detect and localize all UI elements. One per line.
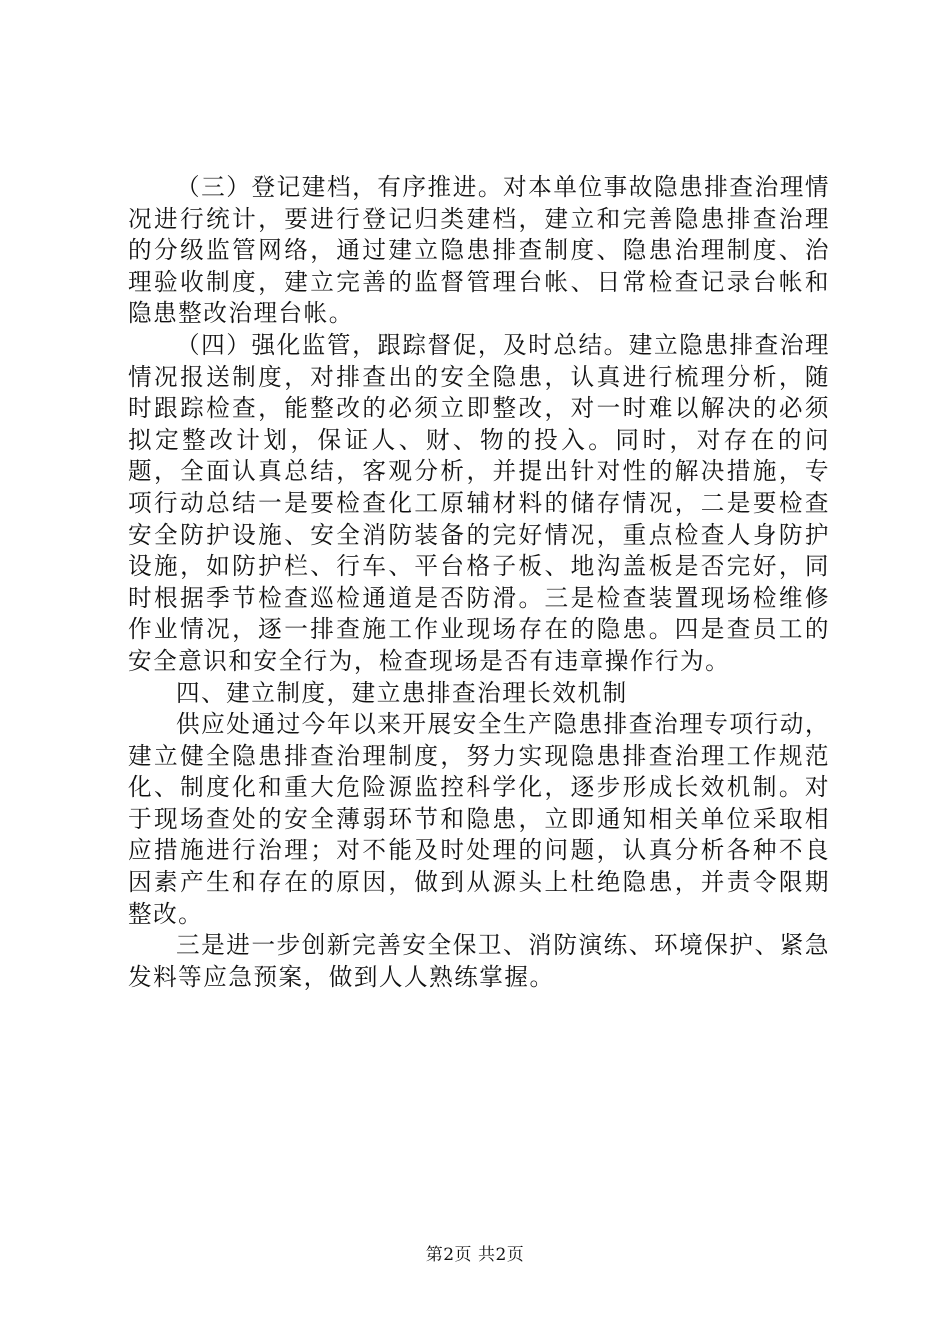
page-number-footer: 第2页 共2页 (425, 1245, 525, 1265)
section-heading-system: 四、建立制度，建立患排查治理长效机制 (176, 678, 628, 707)
paragraph-supply-office: 供应处通过今年以来开展安全生产隐患排查治理专项行动，建立健全隐患排查治理制度，努力实现隐患排查治理工作规范化、制度化和重大危险源监控科学化，逐步形成长效机制。对于现场查处的安全薄弱环节和隐患，立即通知相关单位采取相应措施进行治理；对不能及时处理的问题，认真分析各种不良因素产生和存在的原因，做到从源头上杜绝隐患，并责令限期整改。 (128, 710, 830, 928)
paragraph-registration: （三）登记建档，有序推进。对本单位事故隐患排查治理情况进行统计，要进行登记归类建档，建立和完善隐患排查治理的分级监管网络，通过建立隐患排查制度、隐患治理制度、治理验收制度，建立完善的监督管理台帐、日常检查记录台帐和隐患整改治理台帐。 (128, 173, 830, 328)
paragraph-emergency-plan: 三是进一步创新完善安全保卫、消防演练、环境保护、紧急发料等应急预案，做到人人熟练掌握。 (128, 931, 830, 991)
document-body (128, 172, 830, 993)
paragraph-supervision: （四）强化监管，跟踪督促，及时总结。建立隐患排查治理情况报送制度，对排查出的安全隐患，认真进行梳理分析，随时跟踪检查，能整改的必须立即整改，对一时难以解决的必须拟定整改计划，保证人、财、物的投入。同时，对存在的问题，全面认真总结，客观分析，并提出针对性的解决措施，专项行动总结一是要检查化工原辅材料的储存情况，二是要检查安全防护设施、安全消防装备的完好情况，重点检查人身防护设施，如防护栏、行车、平台格子板、地沟盖板是否完好，同时根据季节检查巡检通道是否防滑。三是检查装置现场检维修作业情况，逐一排查施工作业现场存在的隐患。四是查员工的安全意识和安全行为，检查现场是否有违章操作行为。 (128, 330, 830, 675)
